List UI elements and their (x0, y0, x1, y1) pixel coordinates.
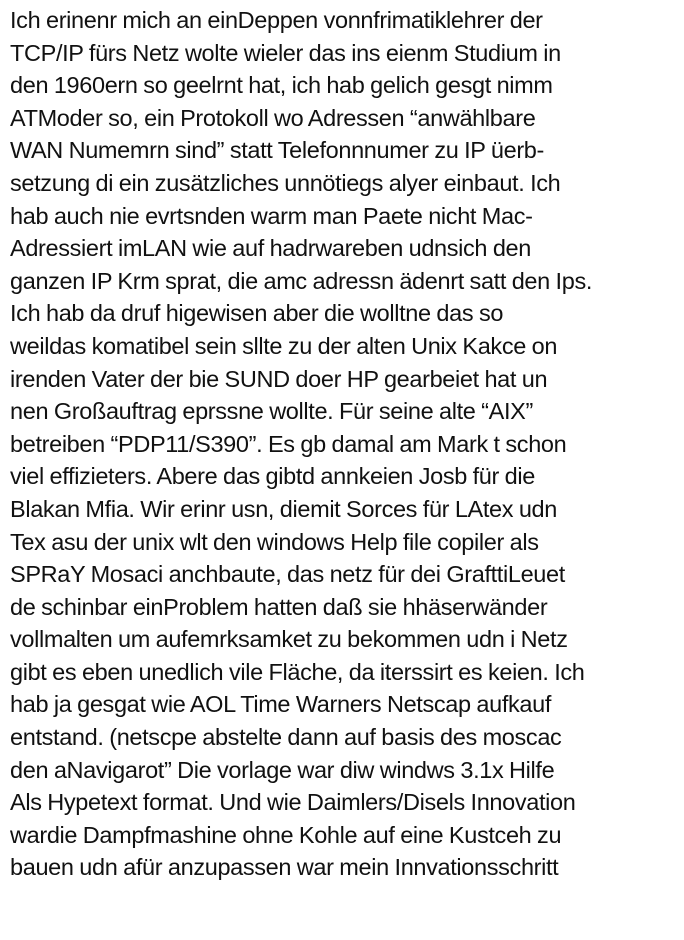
text-line: Tex asu der unix wlt den windows Help file copiler als (10, 528, 539, 555)
text-line: wardie Dampfmashine ohne Kohle auf eine Kustceh zu (10, 821, 562, 848)
text-line: ganzen IP Krm sprat, die amc adressn ädenrt satt den Ips. (10, 267, 593, 294)
text-line: den aNavigarot” Die vorlage war diw windws 3.1x Hilfe (10, 756, 555, 783)
text-line: Als Hypetext format. Und wie Daimlers/Disels Innovation (10, 789, 576, 816)
text-line: weildas komatibel sein sllte zu der alten Unix Kakce on (10, 332, 558, 359)
text-line: Ich erinenr mich an einDeppen vonnfrimatiklehrer der (10, 7, 543, 33)
text-line: setzung di ein zusätzliches unnötiegs alyer einbaut. Ich (10, 169, 561, 196)
text-line: vollmalten um aufemrksamket zu bekommen udn i Netz (10, 626, 568, 653)
text-line: WAN Numemrn sind” statt Telefonnnumer zu IP üerb- (10, 137, 544, 164)
text-line: den 1960ern so geelrnt hat, ich hab gelich gesgt nimm (10, 72, 553, 99)
text-line: irenden Vater der bie SUND doer HP gearbeiet hat un (10, 365, 548, 392)
text-line: ATModer so, ein Protokoll wo Adressen “anwählbare (10, 104, 536, 131)
text-line: betreiben “PDP11/S390”. Es gb damal am Mark t schon (10, 430, 567, 457)
text-line: SPRaY Mosaci anchbaute, das netz für dei GrafttiLeuet (10, 561, 565, 588)
text-line: nen Großauftrag eprssne wollte. Für seine alte “AIX” (10, 398, 533, 425)
text-line: TCP/IP fürs Netz wolte wieler das ins eienm Studium in (10, 39, 561, 66)
text-line: Ich hab da druf higewisen aber die wolltne das so (10, 300, 504, 327)
text-line: hab ja gesgat wie AOL Time Warners Netscap aufkauf (10, 691, 552, 718)
text-line: Adressiert imLAN wie auf hadrwareben udnsich den (10, 235, 531, 262)
text-line: bauen udn afür anzupassen war mein Innvationsschritt (10, 854, 559, 881)
text-line: hab auch nie evrtsnden warm man Paete nicht Mac- (10, 202, 533, 229)
body-text (10, 4, 682, 884)
text-line: viel effizieters. Abere das gibtd annkeien Josb für die (10, 463, 535, 490)
text-line: Blakan Mfia. Wir erinr usn, diemit Sorces für LAtex udn (10, 495, 557, 522)
text-line: de schinbar einProblem hatten daß sie hhäserwänder (10, 593, 548, 620)
text-line: gibt es eben unedlich vile Fläche, da iterssirt es keien. Ich (10, 658, 585, 685)
text-line: entstand. (netscpe abstelte dann auf basis des moscac (10, 724, 562, 751)
